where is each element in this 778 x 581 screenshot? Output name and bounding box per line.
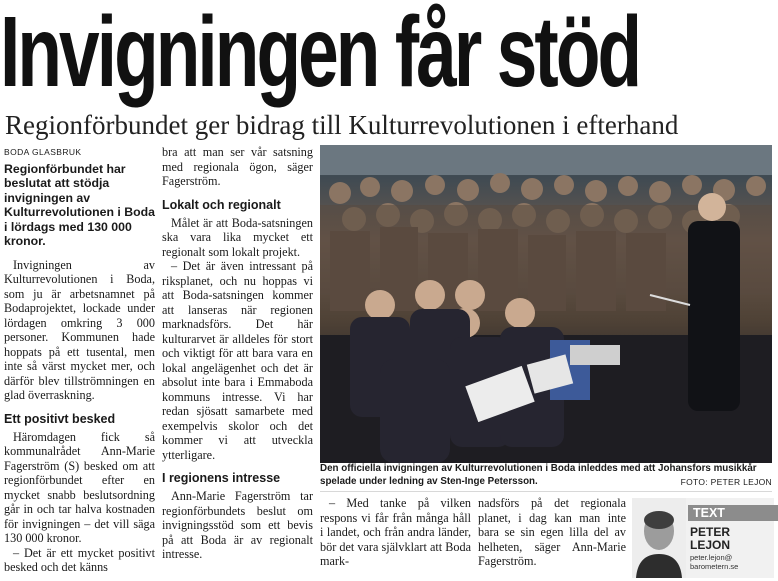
- article-column-1: [4, 145, 155, 575]
- subheading: Lokalt och regionalt: [162, 197, 281, 212]
- article-column-2: [162, 145, 313, 562]
- subheading: Ett positivt besked: [4, 411, 116, 426]
- kicker: BODA GLASBRUK: [4, 147, 82, 157]
- subheadline: Regionförbundet ger bidrag till Kulturrevolutionen i efterhand: [5, 110, 679, 140]
- author-name: PETER LEJON: [690, 525, 731, 552]
- article-column-4: [478, 496, 626, 569]
- body-paragraph: Invigningen av Kulturrevolutionen i Boda, som ju är arbetsnamnet på Bodaprojektet, lockade under lördagen omkring 3 000 personer. Kommunen hade hoppats på ett tusental, men inte så värst mycket mer, och därför blev tillströmningen en glad överraskning.: [4, 257, 155, 402]
- body-paragraph: Ann-Marie Fagerström tar regionförbundets beslut om invigningsstöd som ett bevis på att Boda är av regionalt intresse.: [162, 489, 313, 561]
- byline-label: TEXT: [688, 505, 778, 521]
- author-email: peter.lejon@ barometern.se: [690, 553, 739, 571]
- body-paragraph: Målet är att Boda-satsningen ska vara lika mycket ett regionalt som lokalt projekt.: [162, 215, 313, 259]
- photo-caption: [320, 463, 772, 488]
- body-paragraph: bra att man ser vår satsning med regionala ögon, säger Fagerström.: [162, 145, 313, 188]
- subheading: I regionens intresse: [162, 471, 281, 485]
- body-paragraph: – Det är även intressant på riksplanet, och nu hoppas vi att Boda-satsningen kommer att lanseras när regionen marknadsförs. Det här kulturarvet är alldeles för stort och viktigt för att bara vara en lokal angelägenhet och det är absolut inte bara i Emmaboda kommuns intresse. Vi har redan sjösatt samarbete med exempelvis skolor och det kommer vi att utveckla ytterligare.: [162, 259, 313, 462]
- headline: Invigningen får stöd: [0, 0, 640, 108]
- band-concert-photo: [320, 145, 772, 463]
- author-portrait-icon: [632, 498, 686, 578]
- body-paragraph: nadsförs på det regionala planet, i dag kan man inte bara se sin egen lilla del av helheten, säger Ann-Marie Fagerström.: [478, 496, 626, 568]
- body-paragraph: – Med tanke på vilken respons vi får från många håll i landet, och från andra länder, bör det vara självklart att Boda mark-: [320, 496, 471, 568]
- photo-credit: FOTO: PETER LEJON: [680, 476, 772, 487]
- author-photo: [632, 498, 686, 578]
- caption-divider: [320, 491, 772, 492]
- caption-text: Den officiella invigningen av Kulturrevolutionen i Boda inleddes med att Johansfors musikkår spelade under ledning av Sten-Inge Petersson.: [320, 463, 757, 487]
- article-column-3: [320, 496, 471, 569]
- article-photo: [320, 145, 772, 463]
- body-paragraph: Häromdagen fick så kommunalrådet Ann-Marie Fagerström (S) besked om att regionförbundet efter en mycket snabb beslutsordning går in och tar halva kostnaden för invigningen – det vill säga 130 000 kronor.: [4, 429, 155, 545]
- body-paragraph: – Det är ett mycket positivt besked och det känns: [4, 545, 155, 574]
- ingress: Regionförbundet har beslutat att stödja invigningen av Kulturrevolutionen i Boda i lördags med 130 000 kronor.: [4, 161, 155, 248]
